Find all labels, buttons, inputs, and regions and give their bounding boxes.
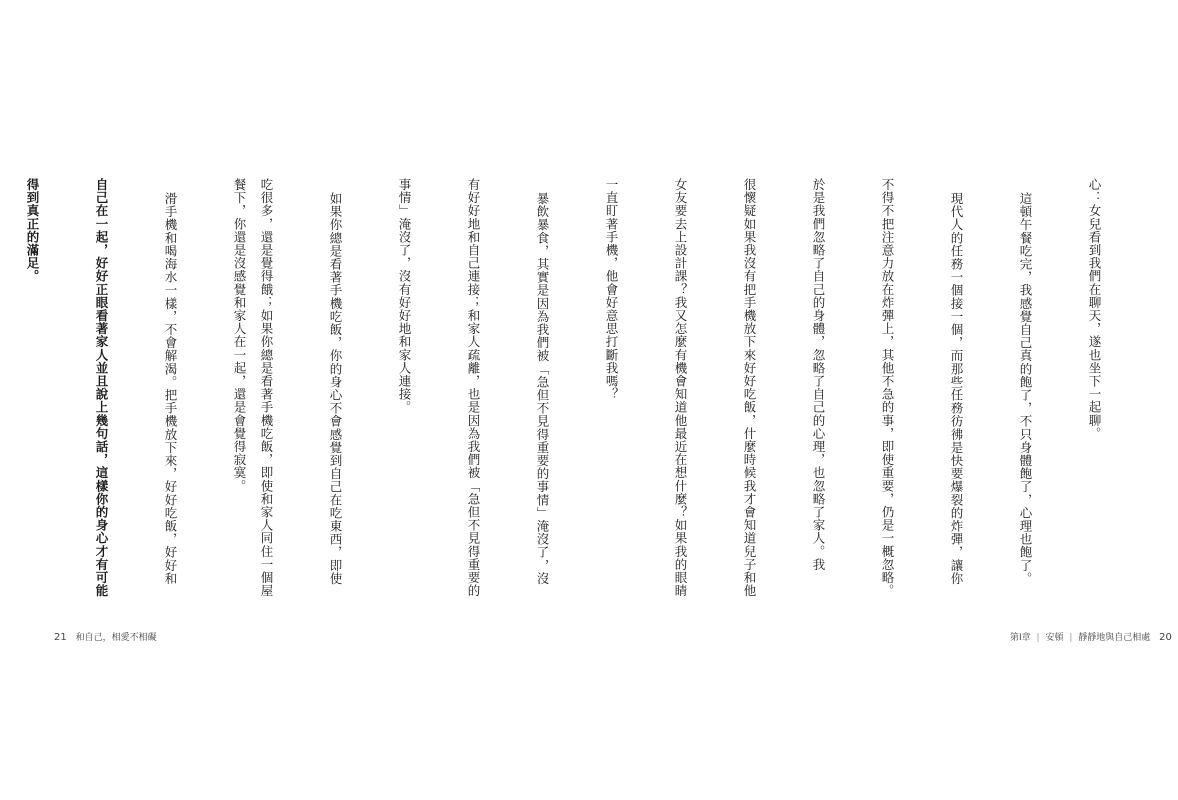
right-page	[259, 0, 1172, 800]
right-text-column-9: 暴飲暴食，其實是因為我們被「急但不見得重要的事情」淹沒了，沒	[535, 191, 550, 585]
separator-bar: |	[1036, 633, 1040, 643]
right-text-column-3: 現代人的任務一個接一個，而那些任務彷彿是快要爆裂的炸彈，讓你	[949, 191, 964, 585]
left-text-column-4: 得到真正的滿足。	[25, 178, 40, 283]
separator-bar: |	[1069, 633, 1073, 643]
right-text-column-2: 這頓午餐吃完，我感覺自己真的飽了，不只身體飽了，心理也飽了。	[1018, 191, 1033, 585]
right-running-head: 靜靜地與自己相處	[1078, 633, 1151, 643]
right-page-number: 20	[1159, 632, 1172, 643]
right-text-column-13: 吃很多，還是覺得餓；如果你總是看著手機吃飯，即使和家人同住一個屋	[259, 178, 274, 598]
chapter-label: 第Ⅰ章	[1010, 633, 1031, 643]
left-text-column-2: 滑手機和喝海水一樣，不會解渴。把手機放下來，好好吃飯，好好和	[163, 191, 178, 585]
right-text-column-12: 如果你總是看著手機吃飯，你的身心不會感覺到自己在吃東西，即使	[328, 191, 343, 585]
left-text-column-1: 餐下，你還是沒感覺和家人在一起，還是會覺得寂寞。	[232, 178, 247, 493]
left-page-footer	[48, 630, 157, 643]
right-text-column-11: 事情」淹沒了，沒有好好地和家人連接。	[397, 178, 412, 414]
right-text-column-10: 有好好地和自己連接；和家人疏離，也是因為我們被「急但不見得重要的	[466, 178, 481, 598]
right-text-column-1: 心：女兒看到我們在聊天，遂也坐下一起聊。	[1087, 178, 1102, 440]
right-text-column-6: 很懷疑如果我沒有把手機放下來好好吃飯，什麼時候我才會知道兒子和他	[742, 178, 757, 598]
left-running-head: 和自己，相愛不相礙	[75, 633, 157, 643]
right-text-column-4: 不得不把注意力放在炸彈上，其他不急的事，即使重要，仍是一概忽略。	[880, 178, 895, 598]
right-text-column-5: 於是我們忽略了自己的身體，忽略了自己的心理，也忽略了家人。我	[811, 178, 826, 571]
right-text-column-7: 女友要去上設計課？我又怎麼有機會知道他最近在想什麼？如果我的眼睛	[673, 178, 688, 598]
right-page-body	[259, 178, 1152, 598]
left-page-number: 21	[54, 632, 67, 643]
left-text-column-3: 自己在一起，好好正眼看著家人並且說上幾句話，這樣你的身心才有可能	[94, 178, 109, 598]
right-text-column-8: 一直盯著手機，他會好意思打斷我嗎？	[604, 178, 619, 401]
section-label: 安頓	[1045, 633, 1064, 643]
right-page-footer	[1010, 630, 1178, 643]
